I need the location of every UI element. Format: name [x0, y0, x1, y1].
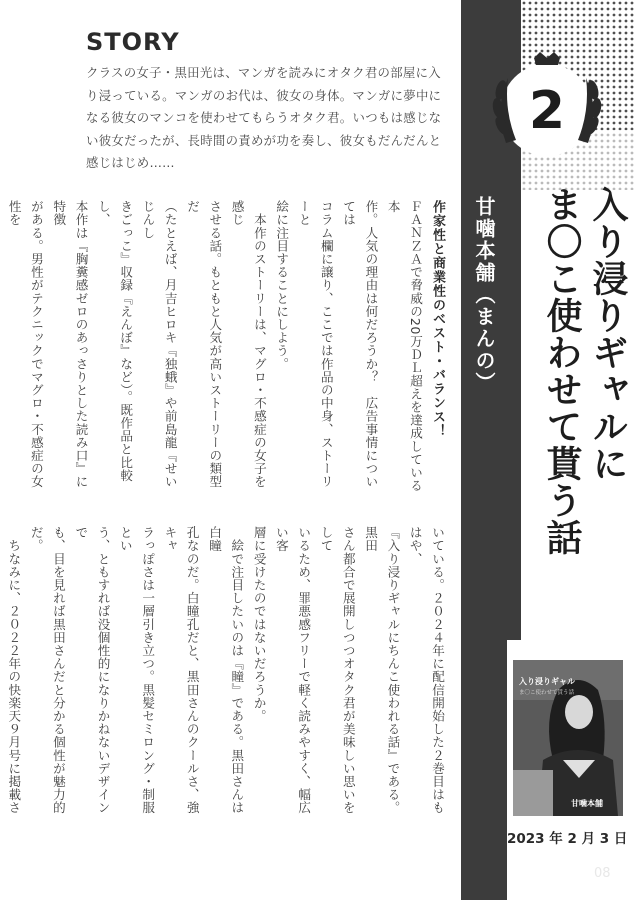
work-title-line-2: ま〇こ使わせて貰う話 — [541, 186, 582, 556]
story-heading: STORY — [86, 28, 180, 56]
article-line: ラっぽさは一層引き立つ。黒髪セミロング・制服とい — [117, 526, 156, 815]
article-line: 『入り浸りギャルにちんこ使われる話』である。黒田 — [363, 526, 401, 815]
article-line: コラム欄に譲り、ここでは作品の中身、ストーリーと — [296, 200, 334, 489]
article-body-top — [6, 200, 426, 500]
article-line: させる話。もともと人気が高いストーリーの類型だ — [185, 200, 223, 489]
rank-number: 2 — [528, 81, 566, 141]
article-line: う、ともすれば没個性的になりかねないデザインで — [73, 526, 111, 815]
article-line: ＦＡＮＺＡで脅威の20万ＤＬ超えを達成している本 — [385, 200, 423, 493]
article-line: ちなみに、２０２２年の快楽天９月号に掲載さ — [6, 539, 22, 815]
article-line: 本作のストーリーは、マグロ・不感症の女子を感じ — [229, 200, 267, 489]
cover-thumbnail — [513, 660, 623, 816]
cover-title-line-1: 入り浸りギャル — [519, 677, 575, 686]
work-title-line-1: 入り浸りギャルに — [587, 186, 628, 482]
article-line: きごっこ』収録『えんぼ』など）。既作品と比較し、 — [95, 200, 134, 482]
article-line: （たとえば、月吉ヒロキ『独蛾』や前島龍『せいじんし — [140, 200, 178, 489]
release-date: 2023 年 2 月 3 日 — [507, 831, 628, 847]
article-line: がある。男性がテクニックでマグロ・不感症の女性を — [6, 200, 44, 489]
article-line: も、目を見れば黒田さんだと分かる個性が魅力的だ。 — [28, 526, 66, 815]
article-line: いている。２０２４年に配信開始した２巻目はもはや、 — [407, 526, 445, 815]
article-body-bottom — [6, 526, 448, 826]
article-line: 本作は『胸糞感ゼロのあっさりとした読み口』に特徴 — [51, 200, 89, 489]
article-line — [0, 200, 2, 500]
work-title — [538, 186, 630, 626]
article-line: 絵で注目したいのは『瞳』である。黒田さんは白瞳 — [207, 526, 245, 815]
cover-title-line-2: ま〇こ使わせて貰う話 — [519, 690, 575, 696]
article-line: 絵に注目することにしよう。 — [274, 200, 290, 371]
author-credit: 甘噛本舗（まんの） — [472, 196, 496, 394]
article-line: さん都合で展開しつつオタク君が美味しい思いをして — [318, 526, 356, 815]
article-line: いるため、罪悪感フリーで軽く読みやすく、幅広い客 — [273, 526, 312, 815]
story-synopsis: クラスの女子・黒田光は、マンガを読みにオタク君の部屋に入り浸っている。マンガのお代は、彼女の身体。マンガに夢中になる彼女のマンコを使わせてもらうオタク君。いつもは感じない彼女だったが、長時間の責めが功を奏し、彼女もだんだんと感じはじめ…… — [86, 65, 442, 170]
article-line: 孔なのだ。白瞳孔だと、黒田さんのクールさ、強キャ — [162, 526, 200, 815]
article-line: 作。人気の理由は何だろうか？ 広告事情については — [341, 200, 379, 489]
rank-laurel-badge — [486, 48, 608, 170]
page-number: 08 — [594, 866, 611, 881]
cover-brand: 甘噛本舗 — [571, 799, 603, 808]
article-subtitle: 作家性と商業性のベスト・バランス！ — [430, 200, 445, 438]
article-line: 層に受けたのではないだろうか。 — [251, 526, 267, 723]
